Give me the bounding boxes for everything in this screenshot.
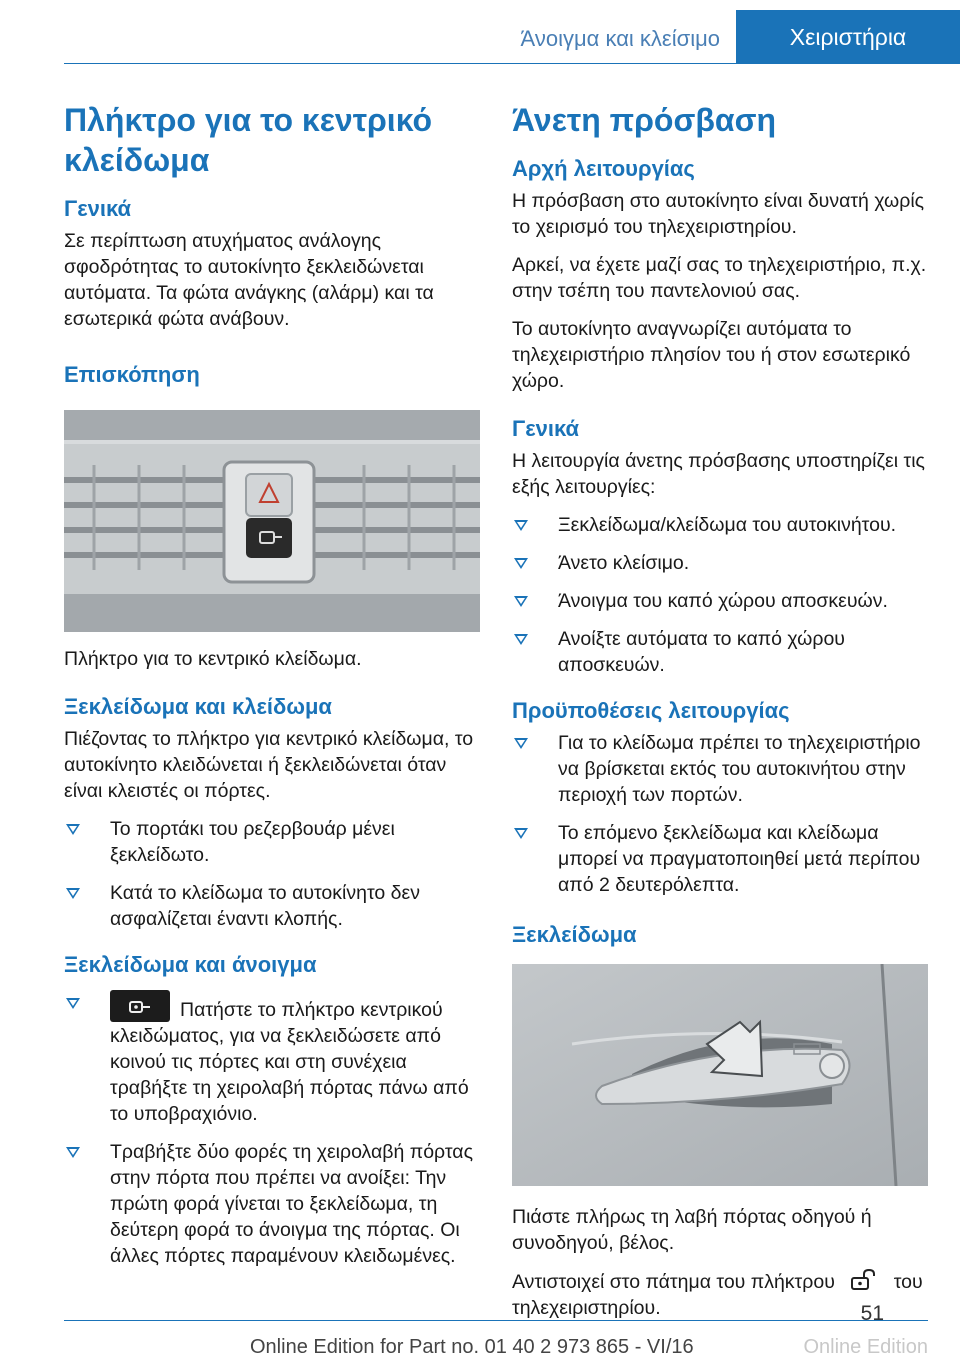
bullet-triangle-icon xyxy=(514,634,528,645)
door-handle-photo xyxy=(512,964,928,1186)
principle-p2: Αρκεί, να έχετε μαζί σας το τηλεχειριστήριο, π.χ. στην τσέπη του παντελονιού σας. xyxy=(512,254,927,302)
prereq-list xyxy=(512,730,932,898)
list-item: Το επόμενο ξεκλείδωμα και κλείδωμα μπορεί να πραγματοποιηθεί μετά περίπου από 2 δευτερόλεπτα. xyxy=(512,820,932,898)
list-item: Τραβήξτε δύο φορές τη χειρολαβή πόρτας στην πόρτα που πρέπει να ανοίξει: Την πρώτη φορά γίνεται το ξεκλείδωμα, τη δεύτερη φορά το άνοιγμα της πόρτας. Οι άλλες πόρτες παραμένουν κλειδωμένες. xyxy=(64,1139,484,1269)
list-item: Για το κλείδωμα πρέπει το τηλεχειριστήριο να βρίσκεται εκτός του αυτοκινήτου στην περιοχή των πορτών. xyxy=(512,730,932,808)
left-column xyxy=(64,100,484,1281)
list-item: Ξεκλείδωμα/κλείδωμα του αυτοκινήτου. xyxy=(512,512,932,538)
unlock-p2: Αντιστοιχεί στο πάτημα του πλήκτρου του τηλεχειριστηρίου. xyxy=(512,1268,932,1321)
central-lock-key-icon xyxy=(110,990,170,1022)
footer-rule xyxy=(64,1320,928,1321)
overview-caption: Πλήκτρο για το κεντρικό κλείδωμα. xyxy=(64,648,362,670)
bullet-triangle-icon xyxy=(514,558,528,569)
principle-p3: Το αυτοκίνητο αναγνωρίζει αυτόματα το τηλεχειριστήριο πλησίον του ή στον εσωτερικό χώρο. xyxy=(512,318,911,392)
list-item: Πατήστε το πλήκτρο κεντρικού κλειδώματος, για να ξεκλειδώσετε από κοινού τις πόρτες και στη συνέχεια τραβήξτε τη χειρολαβή πόρτας πάνω από το υποβραχιόνιο. xyxy=(64,990,484,1127)
left-general-text: Σε περίπτωση ατυχήματος ανάλογης σφοδρότητας το αυτοκίνητο ξεκλειδώνεται αυτόματα. Τα φώτα ανάγκης (αλάρμ) και τα εσωτερικά φώτα ανάβουν. xyxy=(64,230,434,330)
list-item: Ανοίξτε αυτόματα το καπό χώρου αποσκευών. xyxy=(512,626,932,678)
list-item: Άνετο κλείσιμο. xyxy=(512,550,932,576)
watermark-text: Online Edition xyxy=(803,1336,928,1358)
unlock-p1: Πιάστε πλήρως τη λαβή πόρτας οδηγού ή συνοδηγού, βέλος. xyxy=(512,1206,872,1254)
bullet-triangle-icon xyxy=(66,1147,80,1158)
open-list xyxy=(64,990,484,1269)
lock-text: Πιέζοντας το πλήκτρο για κεντρικό κλείδωμα, το αυτοκίνητο κλειδώνεται ή ξεκλειδώνεται όταν είναι κλειστές οι πόρτες. xyxy=(64,728,474,802)
header-chapter-tab xyxy=(736,10,960,64)
header-rule xyxy=(64,63,960,64)
bullet-triangle-icon xyxy=(514,596,528,607)
page-header xyxy=(0,0,960,64)
header-section: Άνοιγμα και κλείσιμο xyxy=(520,26,720,51)
right-title: Άνετη πρόσβαση xyxy=(512,102,776,138)
bullet-triangle-icon xyxy=(514,738,528,749)
left-general-heading: Γενικά xyxy=(64,196,132,221)
principle-p1: Η πρόσβαση στο αυτοκίνητο είναι δυνατή χωρίς το χειρισμό του τηλεχειριστηρίου. xyxy=(512,190,925,238)
page-number: 51 xyxy=(860,1302,884,1325)
bullet-triangle-icon xyxy=(514,828,528,839)
right-general-text: Η λειτουργία άνετης πρόσβασης υποστηρίζει τις εξής λειτουργίες: xyxy=(512,450,925,498)
list-item: Το πορτάκι του ρεζερβουάρ μένει ξεκλείδωτο. xyxy=(64,816,484,868)
header-chapter: Χειριστήρια xyxy=(789,23,907,50)
right-column xyxy=(512,100,932,1333)
open-heading: Ξεκλείδωμα και άνοιγμα xyxy=(64,952,317,977)
page-footer xyxy=(0,1302,960,1362)
bullet-triangle-icon xyxy=(66,998,80,1009)
bullet-triangle-icon xyxy=(66,888,80,899)
unlock-key-icon xyxy=(846,1268,882,1292)
edition-text: Online Edition for Part no. 01 40 2 973 865 - VI/16 xyxy=(250,1336,694,1358)
central-lock-button-photo xyxy=(64,410,480,632)
general-list xyxy=(512,512,932,678)
lock-list xyxy=(64,816,484,932)
list-item: Κατά το κλείδωμα το αυτοκίνητο δεν ασφαλίζεται έναντι κλοπής. xyxy=(64,880,484,932)
door-handle-illustration xyxy=(512,964,928,1186)
dashboard-vent-illustration xyxy=(64,410,480,632)
unlock-heading: Ξεκλείδωμα xyxy=(512,922,637,947)
right-general-heading: Γενικά xyxy=(512,416,580,441)
prereq-heading: Προϋποθέσεις λειτουργίας xyxy=(512,698,790,723)
list-item: Άνοιγμα του καπό χώρου αποσκευών. xyxy=(512,588,932,614)
left-title: Πλήκτρο για το κεντρικό κλείδωμα xyxy=(64,102,433,178)
principle-heading: Αρχή λειτουργίας xyxy=(512,156,695,181)
overview-heading: Επισκόπηση xyxy=(64,362,200,387)
bullet-triangle-icon xyxy=(66,824,80,835)
bullet-triangle-icon xyxy=(514,520,528,531)
lock-heading: Ξεκλείδωμα και κλείδωμα xyxy=(64,694,332,719)
